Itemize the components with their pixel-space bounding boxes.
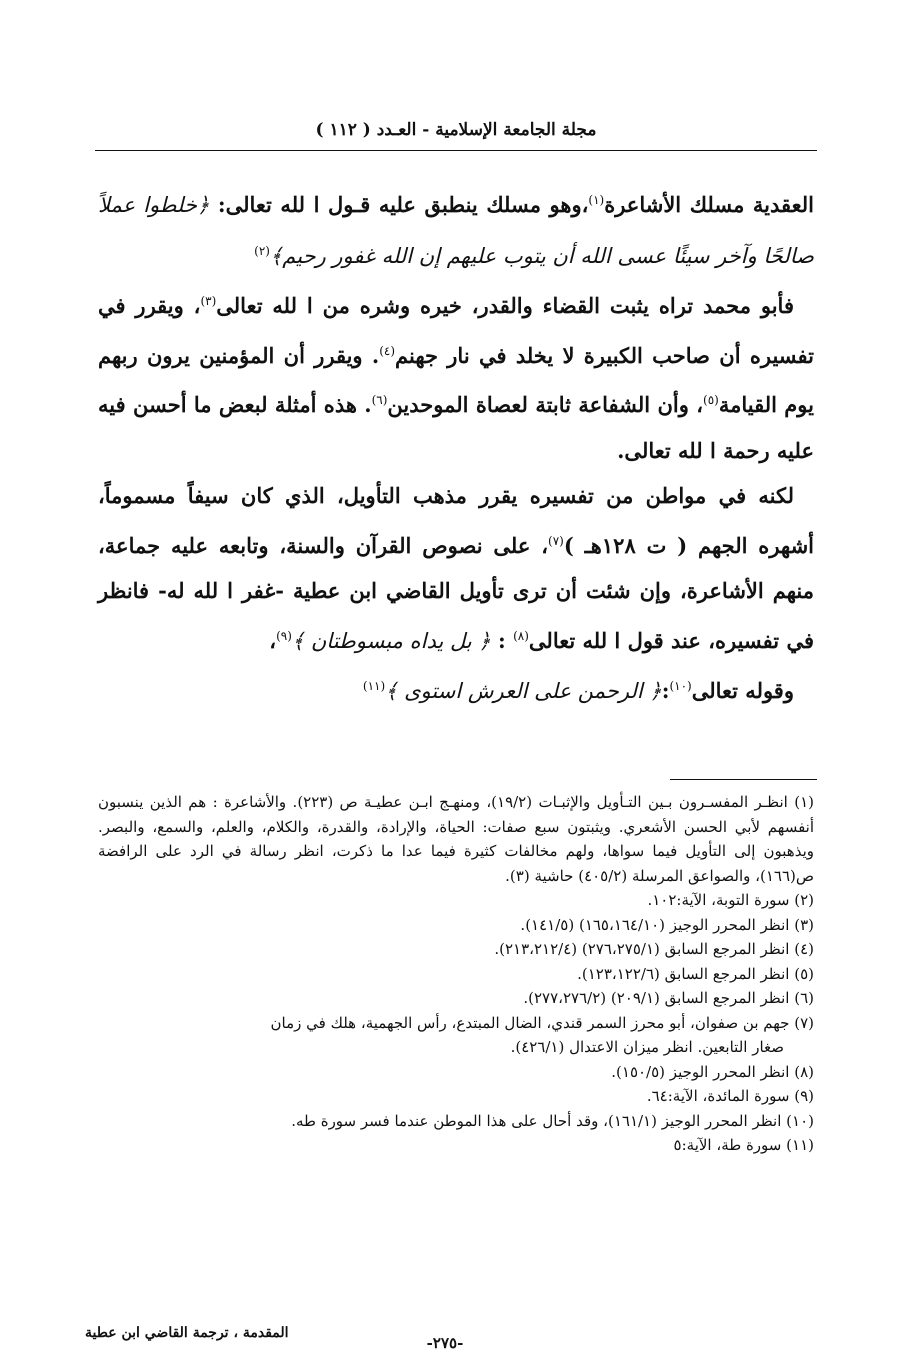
page-number: -٢٧٥-	[426, 1334, 464, 1352]
quran-quote: ﴿ بل يداه مبسوطتان ﴾	[291, 628, 491, 653]
footnote-item: (١) انظـر المفسـرون بـين التـأويل والإثبـات (١٩/٢)، ومنهـج ابـن عطيـة ص (٢٢٣). والأشاعرة : هم الذين ينسبون أنفسهم لأبي الحسن الأشعري. ويثبتون سبع صفات: الحياة، والإرادة، والقدرة، والكلام، والعلم، والسمع، والبصر. ويذهبون إلى التأويل فيما سواها، ولهم مخالفات كثيرة فيما عدا ما ذكرت، انظر رسالة في الرد على الرافضة ص(١٦٦)، والصواعق المرسلة (٤٠٥/٢) حاشية (٣).	[98, 793, 814, 885]
paragraph-3: لكنه في مواطن من تفسيره يقرر مذهب التأويل، الذي كان سيفاً مسموماً، أشهره الجهم ( ت ١٢٨هـ )$^{(٧)}$، على نصوص القرآن والسنة، وتابعه عليه جماعة، منهم الأشاعرة، وإن شئت أن ترى تأويل القاضي ابن عطية -غفر ا لله له- فانظر في تفسيره، عند قول ا لله تعالى$^{(٨)}$ : ﴿ بل يداه مبسوطتان ﴾$^{(٩)}$،	[98, 483, 815, 653]
footnotes	[98, 790, 814, 1158]
footnote-item: (٨) انظر المحرر الوجيز (١٥٠/٥).	[611, 1062, 814, 1081]
footnote-item: (٩) سورة المائدة، الآية:٦٤.	[646, 1087, 814, 1105]
footnote-item: (٣) انظر المحرر الوجيز (١٦٥،١٦٤/١٠) (١٤١/٥).	[520, 915, 814, 934]
paragraph-2: فأبو محمد تراه يثبت القضاء والقدر، خيره وشره من ا لله تعالى$^{(٣)}$، ويقرر في تفسيره أن صاحب الكبيرة لا يخلد في نار جهنم$^{(٤)}$. ويقرر أن المؤمنين يرون ربهم يوم القيامة$^{(٥)}$، وأن الشفاعة ثابتة لعصاة الموحدين$^{(٦)}$. هذه أمثلة لبعض ما أحسن فيه عليه رحمة ا لله تعالى.	[98, 293, 814, 463]
paragraph-1: العقدية مسلك الأشاعرة$^{(١)}$،وهو مسلك ينطبق عليه قـول ا لله تعالى: ﴿خلطوا عملاً صالحًا وآخر سيئًا عسى الله أن يتوب عليهم إن الله غفور رحيم﴾$^{(٢)}$	[98, 192, 814, 268]
footnote-ref[interactable]: (٨)	[513, 628, 529, 643]
footnote-ref[interactable]: (٩)	[276, 628, 292, 643]
footnote-ref[interactable]: (١٠)	[669, 679, 692, 693]
footnote-ref[interactable]: (٤)	[379, 343, 396, 358]
footnote-item: (٤) انظر المرجع السابق (٢٧٦،٢٧٥/١) (٢١٣،٢١٢/٤).	[494, 940, 814, 958]
footnote-ref[interactable]: (١)	[588, 193, 605, 207]
footnote-item: (٧) جهم بن صفوان، أبو محرز السمر قندي، الضال المبتدع، رأس الجهمية، هلك في زمان صغار التابعين. انظر ميزان الاعتدال (٤٢٦/١).	[270, 1013, 814, 1056]
footnote-separator	[670, 779, 817, 780]
footnote-ref[interactable]: (١١)	[362, 679, 386, 693]
main-body	[98, 178, 814, 715]
footnote-item: (٢) سورة التوبة، الآية:١٠٢.	[647, 891, 814, 909]
quran-quote: ﴿ الرحمن على العرش استوى ﴾	[385, 679, 662, 703]
footnote-item: (٦) انظر المرجع السابق (٢٠٩/١) (٢٧٧،٢٧٦/٢).	[523, 989, 814, 1007]
paragraph-4: وقوله تعالى$^{(١٠)}$:﴿ الرحمن على العرش استوى ﴾$^{(١١)}$	[362, 678, 794, 703]
footnote-ref[interactable]: (٢)	[254, 243, 270, 258]
footnote-item: (١١) سورة طة، الآية:٥	[673, 1136, 814, 1154]
footnote-ref[interactable]: (٣)	[200, 294, 217, 308]
footnote-item: (٥) انظر المرجع السابق (١٢٣،١٢٢/٦).	[577, 964, 814, 983]
footnote-ref[interactable]: (٧)	[548, 533, 564, 548]
footnote-ref[interactable]: (٦)	[371, 393, 388, 407]
running-header: مجلة الجامعة الإسلامية - العـدد ( ١١٢ )	[315, 120, 597, 140]
quran-quote: ﴿خلطوا عملاً صالحًا وآخر سيئًا عسى الله أن يتوب عليهم إن الله غفور رحيم﴾	[98, 193, 814, 268]
footnote-item: (١٠) انظر المحرر الوجيز (١٦١/١)، وقد أحال على هذا الموطن عندما فسر سورة طه.	[291, 1111, 814, 1130]
header-rule	[95, 150, 817, 151]
footer-section-title: المقدمة ، ترجمة القاضي ابن عطية	[85, 1325, 289, 1341]
footnote-ref[interactable]: (٥)	[703, 393, 719, 407]
